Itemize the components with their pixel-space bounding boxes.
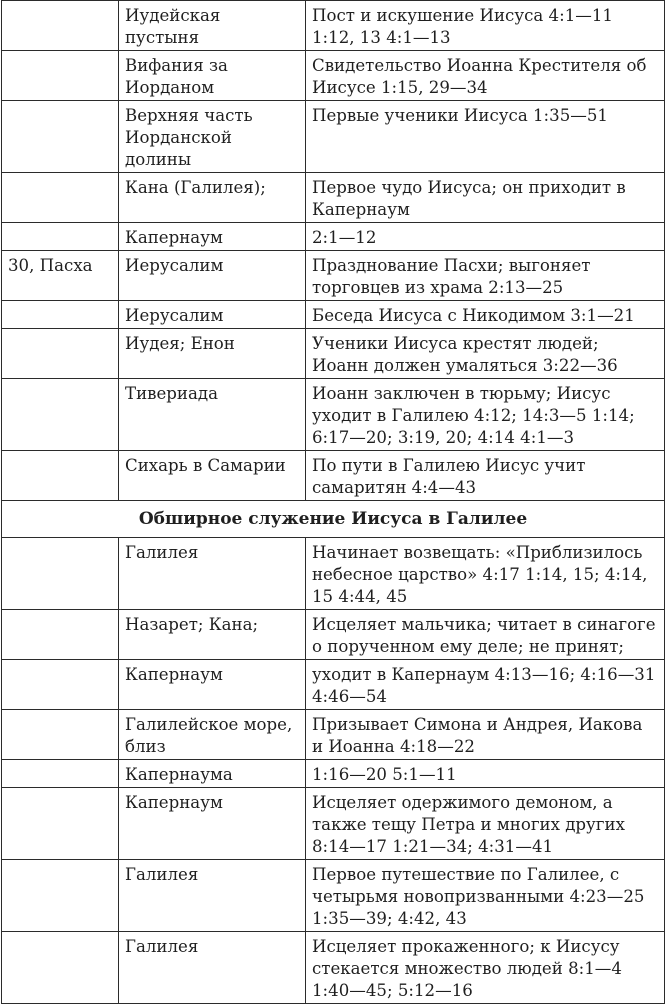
event-cell: Призывает Симона и Андрея, Иакова и Иоанна 4:18—22 [306,710,665,760]
time-cell [2,173,119,223]
event-cell: Исцеляет прокаженного; к Иисусу стекается множество людей 8:1—4 1:40—45; 5:12—16 [306,932,665,1004]
table-row [2,788,665,860]
table-row [2,860,665,932]
event-cell: Ученики Иисуса крестят людей; Иоанн должен умаляться 3:22—36 [306,329,665,379]
place-cell: Кана (Галилея); [119,173,306,223]
event-cell: 2:1—12 [306,223,665,251]
place-cell: Верхняя часть Иорданской долины [119,101,306,173]
event-cell: уходит в Капернаум 4:13—16; 4:16—31 4:46—54 [306,660,665,710]
event-cell: Свидетельство Иоанна Крестителя об Иисусе 1:15, 29—34 [306,51,665,101]
table-row [2,932,665,1004]
time-cell [2,610,119,660]
table-row [2,329,665,379]
place-cell: Сихарь в Самарии [119,451,306,501]
time-cell [2,379,119,451]
section-row [2,501,665,538]
place-cell: Иудея; Енон [119,329,306,379]
table-row [2,760,665,788]
place-cell: Капернаума [119,760,306,788]
time-cell: 30, Пасха [2,251,119,301]
time-cell [2,932,119,1004]
place-cell: Галилея [119,932,306,1004]
place-cell: Капернаум [119,660,306,710]
place-cell: Капернаум [119,788,306,860]
table-row [2,710,665,760]
time-cell [2,223,119,251]
table-row [2,223,665,251]
table-row [2,538,665,610]
event-cell: Празднование Пасхи; выгоняет торговцев из храма 2:13—25 [306,251,665,301]
time-cell [2,860,119,932]
place-cell: Галилейское море, близ [119,710,306,760]
event-cell: Пост и искушение Иисуса 4:1—11 1:12, 13 4:1—13 [306,1,665,51]
place-cell: Капернаум [119,223,306,251]
event-cell: Беседа Иисуса с Никодимом 3:1—21 [306,301,665,329]
time-cell [2,710,119,760]
event-cell: По пути в Галилею Иисус учит самаритян 4:4—43 [306,451,665,501]
time-cell [2,538,119,610]
place-cell: Иерусалим [119,251,306,301]
event-cell: Первое чудо Иисуса; он приходит в Капернаум [306,173,665,223]
table-row [2,1,665,51]
place-cell: Вифания за Иорданом [119,51,306,101]
table-row [2,610,665,660]
event-cell: Первое путешествие по Галилее, с четырьмя новопризванными 4:23—25 1:35—39; 4:42, 43 [306,860,665,932]
table-row [2,301,665,329]
time-cell [2,660,119,710]
time-cell [2,760,119,788]
table-row [2,251,665,301]
table-row [2,660,665,710]
table-row [2,379,665,451]
place-cell: Назарет; Кана; [119,610,306,660]
event-cell: 1:16—20 5:1—11 [306,760,665,788]
place-cell: Иерусалим [119,301,306,329]
table-row [2,101,665,173]
place-cell: Галилея [119,538,306,610]
section-header: Обширное служение Иисуса в Галилее [2,501,665,538]
event-cell: Первые ученики Иисуса 1:35—51 [306,101,665,173]
table-row [2,51,665,101]
time-cell [2,451,119,501]
time-cell [2,51,119,101]
event-cell: Исцеляет мальчика; читает в синагоге о порученном ему деле; не принят; [306,610,665,660]
place-cell: Галилея [119,860,306,932]
time-cell [2,788,119,860]
table-row [2,451,665,501]
place-cell: Тивериада [119,379,306,451]
time-cell [2,301,119,329]
table-row [2,173,665,223]
time-cell [2,101,119,173]
time-cell [2,329,119,379]
time-cell [2,1,119,51]
event-cell: Иоанн заключен в тюрьму; Иисус уходит в Галилею 4:12; 14:3—5 1:14; 6:17—20; 3:19, 20; 4:14 4:1—3 [306,379,665,451]
event-cell: Исцеляет одержимого демоном, а также тещу Петра и многих других 8:14—17 1:21—34; 4:31—41 [306,788,665,860]
place-cell: Иудейская пустыня [119,1,306,51]
event-cell: Начинает возвещать: «Приблизилось небесное царство» 4:17 1:14, 15; 4:14, 15 4:44, 45 [306,538,665,610]
chronology-table [1,0,665,1004]
